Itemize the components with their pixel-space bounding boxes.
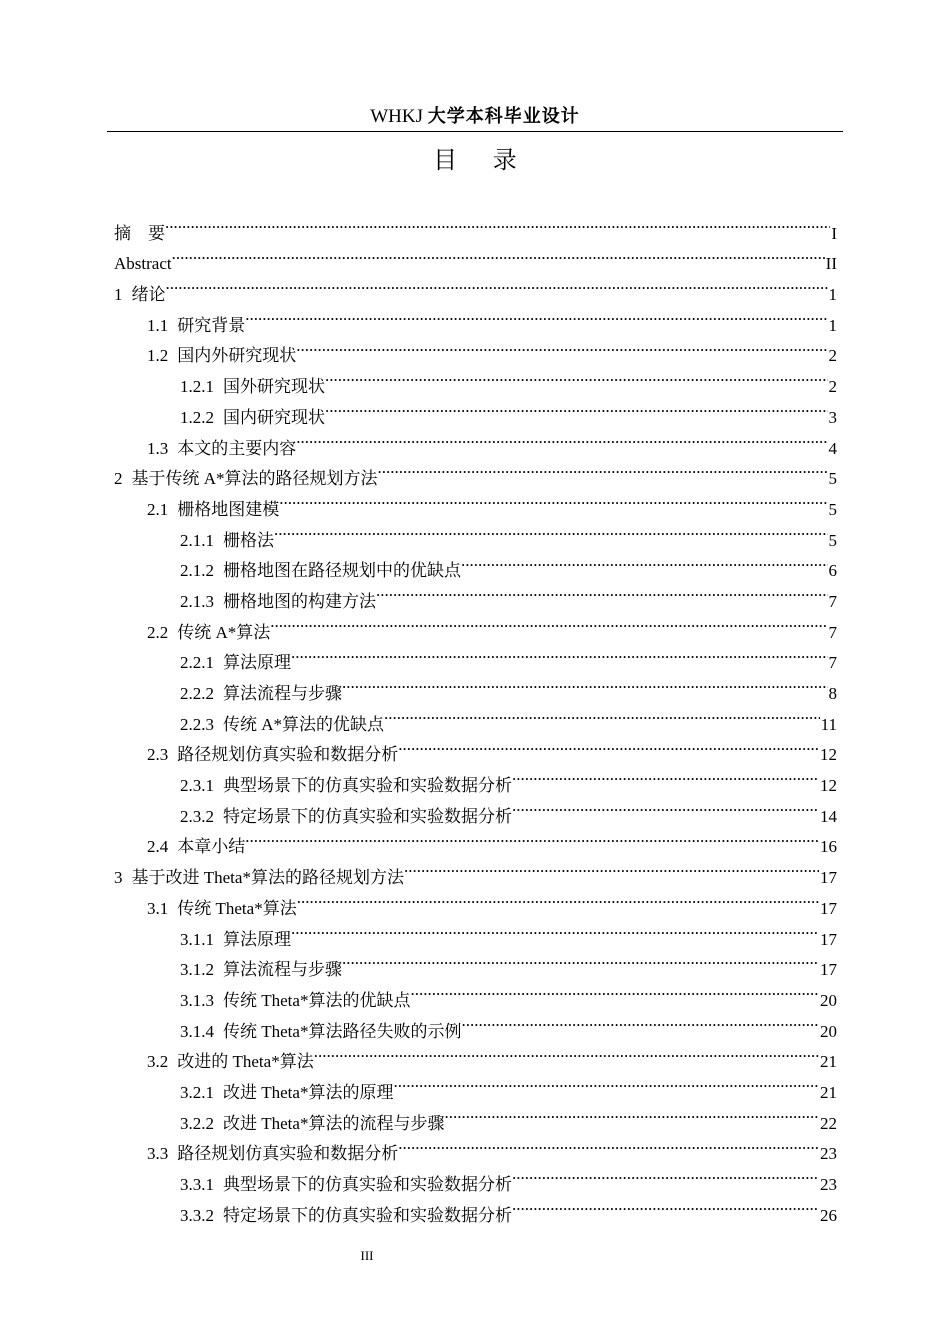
dot-leader [512, 1190, 819, 1221]
toc-entry-title: 传统 A*算法的优缺点 [223, 714, 385, 734]
dot-leader [314, 1037, 819, 1068]
toc-entry-page: 16 [820, 837, 837, 857]
toc-entry-page: 17 [820, 929, 837, 949]
dot-leader [342, 668, 828, 699]
toc-entry-page: 11 [820, 714, 837, 734]
dot-leader [296, 331, 827, 362]
toc-entry-title: 路径规划仿真实验和数据分析 [177, 1144, 399, 1164]
toc-entry-title: 传统 A*算法 [177, 622, 271, 642]
toc-entry-page: 20 [820, 990, 837, 1010]
header-title: 大学本科毕业设计 [427, 106, 580, 127]
toc-entry-page: 21 [820, 1082, 837, 1102]
toc-entry-page: I [831, 223, 837, 243]
toc-entry-number: 1 [114, 285, 123, 305]
toc-entry-number: 2.1.1 [180, 530, 214, 550]
toc-entry-title: 路径规划仿真实验和数据分析 [177, 745, 399, 765]
dot-leader [461, 546, 828, 577]
toc-entry-title: 本章小结 [177, 837, 246, 857]
dot-leader [325, 392, 828, 423]
footer-page-number: III [360, 1248, 374, 1263]
toc-entry-title: 绪论 [131, 285, 166, 305]
toc-entry-number: 3.3.2 [180, 1205, 214, 1225]
toc-entry-title: 国外研究现状 [223, 377, 325, 397]
toc-entry-page: 7 [828, 591, 837, 611]
toc-entry-page: 21 [820, 1052, 837, 1072]
header-rule [107, 131, 843, 132]
toc-entry-number: 2 [114, 469, 123, 489]
toc-entry-title: 改进 Theta*算法的流程与步骤 [223, 1113, 445, 1133]
toc-entry-number: 2.3.2 [180, 806, 214, 826]
toc-entry-number: 2.2.3 [180, 714, 214, 734]
toc-entry-page: 3 [828, 407, 837, 427]
toc-entry-number: 1.3 [147, 438, 169, 458]
toc-entry-title: Abstract [114, 254, 172, 274]
toc-entry-title: 算法流程与步骤 [223, 684, 342, 703]
dot-leader [512, 760, 819, 791]
toc-entry-number: 2.1.2 [180, 561, 214, 581]
toc-entry-number: 3.1.3 [180, 990, 214, 1010]
toc-entry-page: 17 [820, 898, 837, 918]
toc-entry-title: 特定场景下的仿真实验和实验数据分析 [223, 806, 512, 826]
toc-entry-page: 7 [828, 653, 837, 673]
toc-entry-page: 26 [820, 1205, 837, 1225]
toc-entry-number: 1.1 [147, 315, 169, 335]
dot-leader [444, 1098, 819, 1129]
dot-leader [297, 883, 819, 914]
toc-entry-page: 12 [820, 745, 837, 765]
dot-leader [172, 239, 825, 270]
toc-entry-number: 3.3.1 [180, 1175, 214, 1194]
toc-entry-title: 基于改进 Theta*算法的路径规划方法 [131, 868, 404, 888]
toc-entry-title: 栅格地图的构建方法 [223, 591, 376, 611]
dot-leader [245, 300, 827, 331]
toc-entry-title: 栅格法 [223, 530, 274, 550]
toc-entry-page: II [825, 254, 837, 274]
toc-entry-title: 栅格地图建模 [177, 499, 280, 519]
toc-entry-number: 3.1 [147, 898, 169, 918]
toc-entry-page: 2 [828, 377, 837, 397]
toc-entry-title: 传统 Theta*算法的优缺点 [223, 990, 411, 1010]
toc-entry-page: 1 [828, 315, 837, 335]
toc-entry-number: 3.3 [147, 1144, 169, 1164]
toc-entry-page: 17 [820, 960, 837, 980]
toc-entry-number: 2.2.2 [180, 684, 214, 703]
dot-leader [376, 576, 828, 607]
dot-leader [165, 208, 830, 239]
toc-entry-title: 算法流程与步骤 [223, 960, 342, 980]
toc-entry-title: 典型场景下的仿真实验和实验数据分析 [223, 1175, 512, 1194]
toc-entry-title: 算法原理 [223, 929, 291, 949]
dot-leader [378, 454, 828, 485]
toc-entry-number: 3.2.2 [180, 1113, 214, 1133]
toc-entry-title: 改进 Theta*算法的原理 [223, 1082, 394, 1102]
toc-entry-title: 改进的 Theta*算法 [177, 1052, 314, 1072]
dot-leader [398, 730, 819, 761]
toc-entry-page: 17 [820, 868, 837, 888]
toc-entry-page: 23 [820, 1144, 837, 1164]
toc-entry-title: 典型场景下的仿真实验和实验数据分析 [223, 776, 512, 796]
toc-entry-number: 3.1.4 [180, 1021, 214, 1041]
toc-entry-page: 23 [820, 1175, 837, 1194]
toc-entry-title: 算法原理 [223, 653, 291, 673]
toc-entry-number: 3.1.2 [180, 960, 214, 980]
toc-entry-number: 3.2.1 [180, 1082, 214, 1102]
header-school-abbrev: WHKJ [370, 106, 424, 127]
dot-leader [410, 975, 819, 1006]
page-header [107, 104, 843, 130]
dot-leader [291, 638, 828, 669]
dot-leader [398, 1129, 819, 1160]
toc-entry[interactable] [114, 269, 837, 305]
dot-leader [393, 1067, 819, 1098]
toc-entry-title: 传统 Theta*算法路径失败的示例 [223, 1021, 462, 1041]
toc-entry-number: 1.2.2 [180, 407, 214, 427]
toc-entry-page: 14 [820, 806, 837, 826]
dot-leader [512, 791, 819, 822]
toc-entry-title: 特定场景下的仿真实验和实验数据分析 [223, 1205, 512, 1225]
toc-entry-title: 基于传统 A*算法的路径规划方法 [131, 469, 378, 489]
dot-leader [404, 852, 819, 883]
toc-entry[interactable] [114, 300, 837, 335]
toc-entry-number: 2.3 [147, 745, 169, 765]
toc-entry-number: 2.1.3 [180, 591, 214, 611]
dot-leader [512, 1159, 819, 1190]
dot-leader [291, 914, 819, 945]
toc-entry-page: 5 [828, 469, 837, 489]
toc-entry-page: 7 [828, 622, 837, 642]
toc-entry-page: 1 [828, 285, 837, 305]
toc-entry-page: 2 [828, 346, 837, 366]
toc-entry-page: 12 [820, 776, 837, 796]
toc-entry-number: 2.4 [147, 837, 169, 857]
dot-leader [325, 361, 828, 392]
toc-entry-number: 1.2 [147, 346, 169, 366]
dot-leader [279, 484, 827, 515]
toc-entry-page: 22 [820, 1113, 837, 1133]
toc-entry-number: 3.2 [147, 1052, 169, 1072]
toc-entry-title: 研究背景 [177, 315, 246, 335]
dot-leader [166, 269, 828, 300]
toc-entry-number: 2.3.1 [180, 776, 214, 796]
toc-entry-number: 3 [114, 868, 123, 888]
toc-entry-page: 4 [828, 438, 837, 458]
toc-entry-title: 栅格地图在路径规划中的优缺点 [223, 561, 461, 581]
dot-leader [245, 822, 819, 853]
dot-leader [274, 515, 828, 546]
dot-leader [296, 423, 827, 454]
toc-entry-title: 国内研究现状 [223, 407, 325, 427]
dot-leader [461, 1006, 819, 1037]
toc-entry-title: 本文的主要内容 [177, 438, 297, 458]
toc-list [114, 208, 837, 1225]
toc-entry-page: 5 [828, 530, 837, 550]
toc-entry-number: 3.1.1 [180, 929, 214, 949]
toc-entry-title: 国内外研究现状 [177, 346, 297, 366]
toc-entry-number: 1.2.1 [180, 377, 214, 397]
toc-entry-page: 5 [828, 499, 837, 519]
toc-entry-page: 6 [828, 561, 837, 581]
toc-entry-title: 传统 Theta*算法 [177, 898, 297, 918]
toc-title: 目 录 [433, 146, 531, 174]
toc-entry-page: 8 [828, 684, 837, 703]
dot-leader [342, 945, 819, 976]
toc-entry-number: 2.1 [147, 499, 169, 519]
toc-entry-number: 2.2.1 [180, 653, 214, 673]
toc-entry[interactable] [114, 239, 837, 274]
toc-entry-title: 摘 要 [114, 223, 165, 243]
dot-leader [270, 607, 827, 638]
toc-entry-number: 2.2 [147, 622, 169, 642]
toc-entry[interactable] [114, 208, 837, 243]
toc-entry-page: 20 [820, 1021, 837, 1041]
dot-leader [384, 699, 820, 730]
